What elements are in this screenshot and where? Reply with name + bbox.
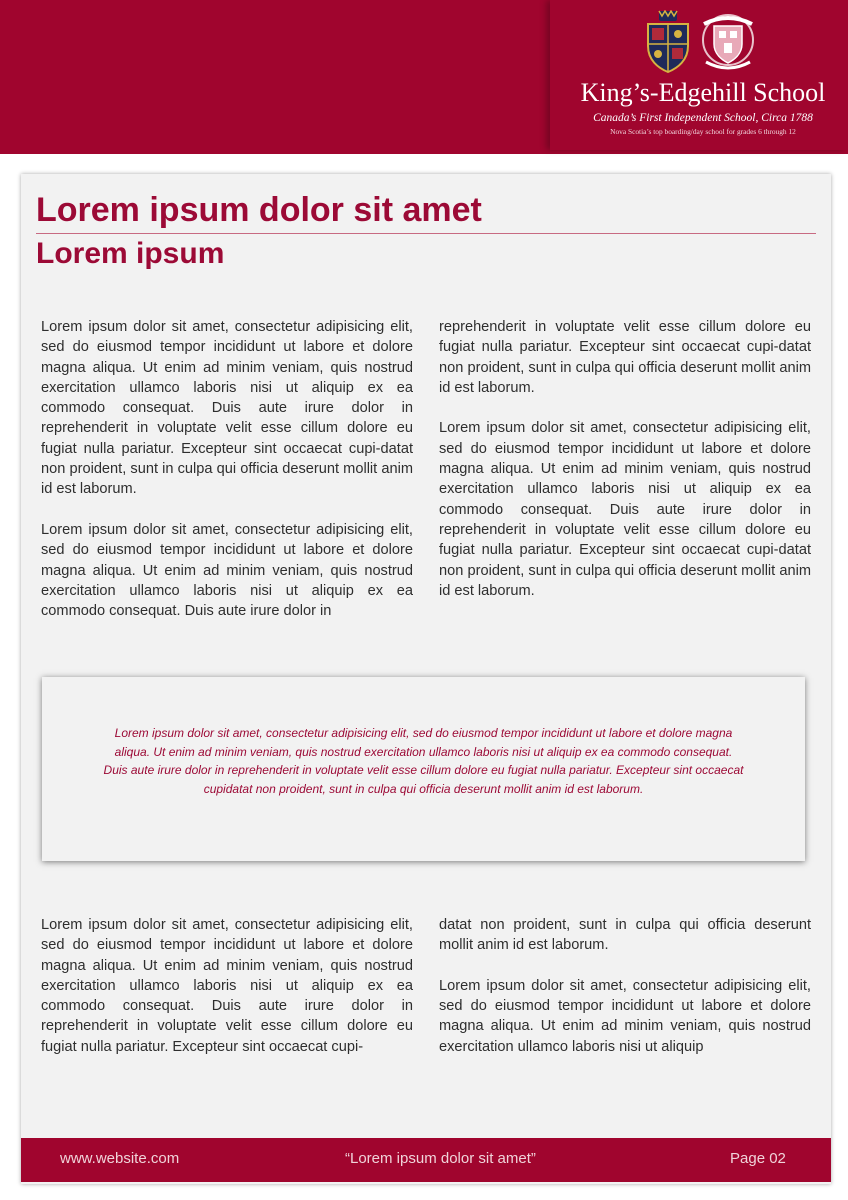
school-name: King’s-Edgehill School xyxy=(580,78,826,107)
school-shield-icon xyxy=(700,10,756,74)
pull-quote-text: Lorem ipsum dolor sit amet, consectetur adipisicing elit, sed do eiusmod tempor incididunt ut labore et dolore magna aliqua. Ut enim ad minim veniam, quis nostrud exercitation ullamco laboris nisi ut aliquip ex ea commodo consequat. Duis aute irure dolor in reprehenderit in voluptate velit esse cillum dolore eu fugiat nulla pariatur. Excepteur sint occaecat cupidatat non proident, sunt in culpa qui officia deserunt mollit anim id est laborum. xyxy=(103,726,744,797)
paragraph: Lorem ipsum dolor sit amet, consectetur adipisicing elit, sed do eiusmod tempor incididunt ut labore et dolore magna aliqua. Ut enim ad minim veniam, quis nostrud exercitation ullamco laboris nisi ut aliquip ex ea commodo consequat. Duis aute irure dolor in reprehenderit in voluptate velit esse cillum dolore eu fugiat nulla pariatur. Excepteur sint occaecat cupi-datat non proident, sunt in culpa qui officia deserunt mollit anim id est laborum. xyxy=(41,319,413,498)
school-branding xyxy=(550,0,848,150)
footer-bar xyxy=(21,1138,831,1182)
pull-quote-box xyxy=(42,677,805,861)
paragraph: Lorem ipsum dolor sit amet, consectetur adipisicing elit, sed do eiusmod tempor incididunt ut labore et dolore magna aliqua. Ut enim ad minim veniam, quis nostrud exercitation ullamco laboris nisi ut aliquip xyxy=(439,977,811,1055)
page-title: Lorem ipsum dolor sit amet xyxy=(36,191,482,229)
paragraph: reprehenderit in voluptate velit esse cillum dolore eu fugiat nulla pariatur. Excepteur sint occaecat cupi-datat non proident, sunt in culpa qui officia deserunt mollit anim id est laborum. xyxy=(439,319,811,396)
section1-left-column xyxy=(41,317,413,621)
footer-website-link[interactable]: www.website.com xyxy=(60,1150,180,1167)
paragraph: datat non proident, sunt in culpa qui officia deserunt mollit anim id est laborum. xyxy=(439,917,811,954)
header-banner xyxy=(0,0,848,154)
section2-left-column xyxy=(41,915,413,1057)
page-subtitle: Lorem ipsum xyxy=(36,237,225,270)
section1-right-column xyxy=(439,317,811,601)
footer-quote: “Lorem ipsum dolor sit amet” xyxy=(345,1150,536,1167)
school-logos xyxy=(642,10,762,74)
school-tagline: Canada’s First Independent School, Circa 1788 xyxy=(593,112,813,124)
title-divider xyxy=(36,233,816,234)
page-number: Page 02 xyxy=(730,1150,786,1167)
paragraph: Lorem ipsum dolor sit amet, consectetur adipisicing elit, sed do eiusmod tempor incididunt ut labore et dolore magna aliqua. Ut enim ad minim veniam, quis nostrud exercitation ullamco laboris nisi ut aliquip ex ea commodo consequat. Duis aute irure dolor in reprehenderit in voluptate velit esse cillum dolore eu fugiat nulla pariatur. Excepteur sint occaecat cupi-datat non proident, sunt in culpa qui officia deserunt mollit anim id est laborum. xyxy=(439,420,811,599)
document-page xyxy=(21,174,831,1184)
school-crest-icon xyxy=(642,10,694,74)
paragraph: Lorem ipsum dolor sit amet, consectetur adipisicing elit, sed do eiusmod tempor incididunt ut labore et dolore magna aliqua. Ut enim ad minim veniam, quis nostrud exercitation ullamco laboris nisi ut aliquip ex ea commodo consequat. Duis aute irure dolor in reprehenderit in voluptate velit esse cillum dolore eu fugiat nulla pariatur. Excepteur sint occaecat cupi- xyxy=(41,917,413,1055)
paragraph: Lorem ipsum dolor sit amet, consectetur adipisicing elit, sed do eiusmod tempor incididunt ut labore et dolore magna aliqua. Ut enim ad minim veniam, quis nostrud exercitation ullamco laboris nisi ut aliquip ex ea commodo consequat. Duis aute irure dolor in xyxy=(41,521,413,620)
section2-right-column xyxy=(439,915,811,1057)
school-subline: Nova Scotia’s top boarding/day school for grades 6 through 12 xyxy=(610,127,796,136)
